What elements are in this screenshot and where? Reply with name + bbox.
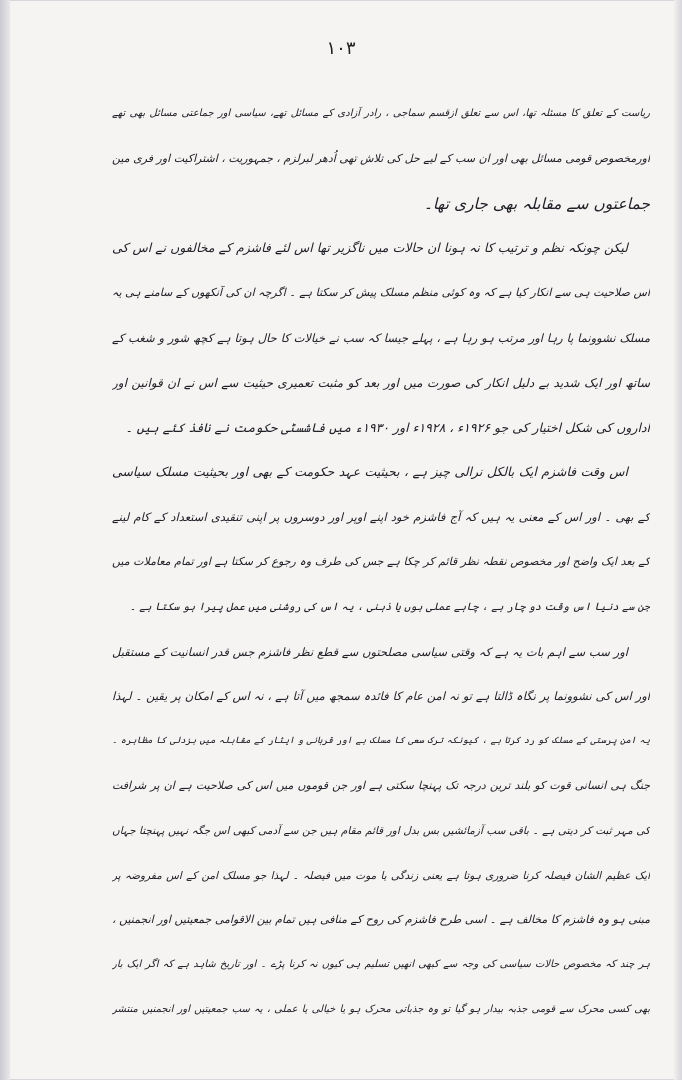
text-line: اس وقت فاشزم ایک بالکل نرالی چیز ہے ، بحیثیت عہد حکومت کے بھی اور بحیثیت مسلک سیاسی (112, 464, 628, 480)
text-line: اور اس کی نشوونما پر نگاہ ڈالتا ہے تو نہ امن عام کا فائدہ سمجھ میں آتا ہے ، نہ اس کے امکان پر یقین ۔ لہذا (112, 689, 650, 704)
text-line: یہ امن پرستی کے مسلک کو رد کرتا ہے ، کیونکہ ترک سعی کا مسلک ہے اور قربانی و ایثار کے مقابلہ میں بزدلی کا مظاہرہ ۔ (112, 736, 650, 747)
body-text (112, 92, 650, 1033)
text-line: ایک عظیم الشان فیصلہ کرنا ضروری ہوتا ہے یعنی زندگی یا موت میں فیصلہ ۔ لہذا جو مسلک امن کے اس مفروضہ پر (112, 869, 650, 882)
text-line: ہر چند کہ مخصوص حالات سیاسی کی وجہ سے کبھی انھیں تسلیم ہی کیوں نہ کرنا پڑے ۔ اور تاریخ شاہد ہے کہ اگر ایک بار (112, 959, 650, 971)
text-line: جماعتوں سے مقابلہ بھی جاری تھا۔ (423, 194, 650, 213)
text-line: ریاست کے تعلق کا مسئلہ تھا، اس سے تعلق ازقسم سماجی ، رادر آزادی کے مسائل تھے، سیاسی اور جماعتی مسائل بھی تھے (112, 108, 650, 119)
text-line: کی مہر ثبت کر دیتی ہے ۔ باقی سب آزمائشیں بس بدل اور قائم مقام ہیں جن سے آدمی کبھی اس جگہ نہیں پہنچتا جہاں (112, 824, 650, 837)
page-number: ۱۰۳ (326, 38, 356, 59)
text-line: لیکن چونکہ نظم و ترتیب کا نہ ہونا ان حالات میں ناگزیر تھا اس لئے فاشزم کے مخالفوں نے اس کی (112, 240, 628, 256)
page-edge (674, 0, 682, 1080)
text-line: بھی کسی محرک سے قومی جذبہ بیدار ہو گیا تو وہ جذباتی محرک ہو یا خیالی یا عملی ، یہ سب جمعیتیں اور انجمنیں منتشر (112, 1003, 650, 1015)
text-line: مبنی ہو وہ فاشزم کا مخالف ہے ۔ اسی طرح فاشزم کی روح کے منافی ہیں تمام بین الاقوامی جمعیتیں اور انجمنیں ، (112, 913, 650, 927)
text-line: اورمخصوص قومی مسائل بھی اور ان سب کے لیے حل کی تلاش تھی اُدھر لبرلزم ، جمہوریت ، اشتراکیت اور فری مین (112, 151, 650, 165)
text-line: اور سب سے اہم بات یہ ہے کہ وقتی سیاسی مصلحتوں سے قطع نظر فاشزم جس قدر انسانیت کے مستقبل (112, 644, 628, 659)
page-binding-shadow (0, 0, 10, 1080)
text-line: جنگ ہی انسانی قوت کو بلند ترین درجہ تک پہنچا سکتی ہے اور جن قوموں میں اس کی صلاحیت ہے ان پر شرافت (112, 778, 650, 792)
text-line: کے بھی ۔ اور اس کے معنی یہ ہیں کہ آج فاشزم خود اپنے اوپر اور دوسروں پر اپنی تنقیدی استعداد کے کام لینے (112, 510, 650, 525)
text-line: اداروں کی شکل اختیار کی جو ۱۹۲۶ء ، ۱۹۲۸ء اور ۱۹۳۰ء میں فاشسٹی حکومت نے نافذ کئے ہیں ۔ (125, 419, 650, 435)
text-line: کے بعد ایک واضح اور مخصوص نقطہ نظر قائم کر چکا ہے جس کی طرف وہ رجوع کر سکتا ہے اور تمام معاملات میں (112, 554, 650, 568)
text-line: اس صلاحیت ہی سے انکار کیا ہے کہ وہ کوئی منظم مسلک پیش کر سکتا ہے ۔ اگرچہ ان کی آنکھوں کے سامنے ہی یہ (112, 286, 650, 300)
text-line: مسلک نشوونما پا رہا اور مرتب ہو رہا ہے ، پہلے جیسا کہ سب نے خیالات کا حال ہوتا ہے کچھ شور و شغب کے (112, 330, 650, 345)
text-line: جن سے دنیا اس وقت دو چار ہے ، چاہے عملی ہوں یا ذہنی ، یہ اس کی روشنی میں عمل پیرا ہو سکتا ہے ۔ (129, 600, 650, 613)
text-line: ساتھ اور ایک شدید بے دلیل انکار کی صورت میں اور بعد کو مثبت تعمیری حیثیت سے اس نے ان قوانین اور (112, 375, 650, 390)
